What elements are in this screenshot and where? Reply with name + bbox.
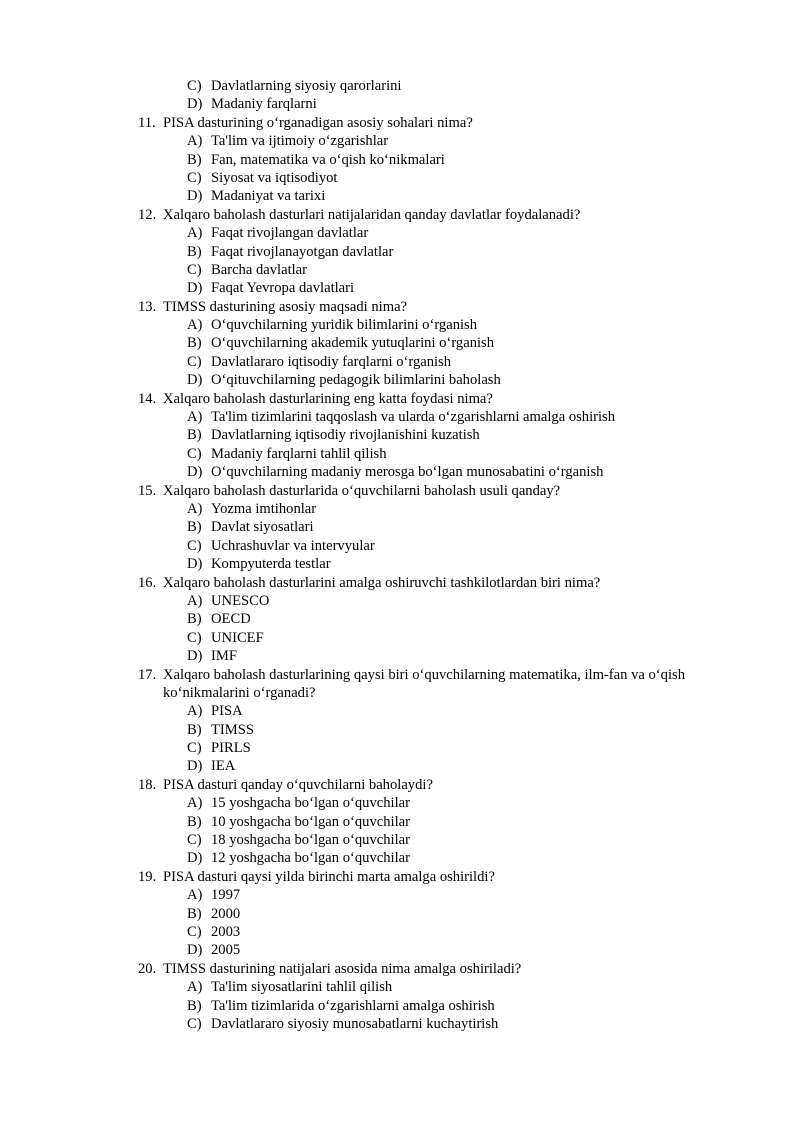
answer-option <box>0 224 800 242</box>
question-text: Xalqaro baholash dasturlari natijalaridan qanday davlatlar foydalanadi? <box>163 206 581 223</box>
option-letter: D) <box>187 850 203 867</box>
option-text: 18 yoshgacha bo‘lgan o‘quvchilar <box>211 832 410 849</box>
answer-option <box>0 941 800 959</box>
answer-option <box>0 518 800 536</box>
option-letter: B) <box>187 611 202 628</box>
question-number: 11. <box>138 114 156 131</box>
option-text: O‘quvchilarning yuridik bilimlarini o‘rganish <box>211 317 478 334</box>
answer-option <box>0 905 800 923</box>
option-text: O‘quvchilarning madaniy merosga bo‘lgan munosabatini o‘rganish <box>211 464 604 481</box>
option-letter: D) <box>187 648 203 665</box>
question-text: Xalqaro baholash dasturlarida o‘quvchilarni baholash usuli qanday? <box>163 482 561 499</box>
question-text: TIMSS dasturining natijalari asosida nima amalga oshiriladi? <box>163 960 522 977</box>
question-line <box>0 390 800 408</box>
option-text: Kompyuterda testlar <box>211 556 331 573</box>
option-text: Faqat rivojlanayotgan davlatlar <box>211 243 394 260</box>
question-number: 20. <box>138 960 157 977</box>
answer-option <box>0 794 800 812</box>
answer-option <box>0 334 800 352</box>
option-letter: C) <box>187 1015 202 1032</box>
question-number: 12. <box>138 206 157 223</box>
option-text: 2005 <box>211 942 241 959</box>
option-letter: C) <box>187 537 202 554</box>
question-line <box>0 666 800 703</box>
answer-option <box>0 316 800 334</box>
option-letter: D) <box>187 556 203 573</box>
answer-option <box>0 702 800 720</box>
option-text: O‘quvchilarning akademik yutuqlarini o‘rganish <box>211 335 495 352</box>
question-text: Xalqaro baholash dasturlarini amalga oshiruvchi tashkilotlardan biri nima? <box>163 574 601 591</box>
option-text: 2003 <box>211 924 241 940</box>
option-letter: A) <box>187 592 203 609</box>
option-text: Barcha davlatlar <box>211 261 308 278</box>
option-letter: D) <box>187 758 203 775</box>
question-number: 18. <box>138 776 157 793</box>
answer-option <box>0 169 800 187</box>
option-letter: B) <box>187 519 202 536</box>
answer-option <box>0 151 800 169</box>
option-letter: B) <box>187 721 202 738</box>
option-text: 2000 <box>211 905 241 922</box>
answer-option <box>0 426 800 444</box>
option-text: Madaniyat va tarixi <box>211 188 326 205</box>
option-text: Uchrashuvlar va intervyular <box>211 537 375 554</box>
option-letter: B) <box>187 151 202 168</box>
answer-option <box>0 592 800 610</box>
question-line <box>0 114 800 132</box>
option-letter: A) <box>187 703 203 720</box>
option-text: PISA <box>211 703 243 720</box>
option-letter: B) <box>187 335 202 352</box>
answer-option <box>0 500 800 518</box>
option-letter: A) <box>187 795 203 812</box>
option-letter: B) <box>187 997 202 1014</box>
option-letter: D) <box>187 942 203 959</box>
question-number: 13. <box>138 298 157 315</box>
answer-option <box>0 445 800 463</box>
option-letter: C) <box>187 832 202 849</box>
question-line <box>0 482 800 500</box>
option-letter: C) <box>187 740 202 757</box>
option-text: Davlatlararo siyosiy munosabatlarni kuchaytirish <box>211 1015 499 1032</box>
question-text: Xalqaro baholash dasturlarining qaysi biri o‘quvchilarning matematika, ilm-fan va o‘qish ko‘nikmalarini o‘rganadi? <box>163 666 685 701</box>
option-text: OECD <box>211 611 251 628</box>
option-text: Yozma imtihonlar <box>211 500 317 517</box>
answer-option <box>0 353 800 371</box>
option-text: Davlatlararo iqtisodiy farqlarni o‘rganish <box>211 353 452 370</box>
option-letter: A) <box>187 409 203 426</box>
option-letter: A) <box>187 317 203 334</box>
option-text: UNICEF <box>211 629 264 646</box>
option-text: 15 yoshgacha bo‘lgan o‘quvchilar <box>211 795 410 812</box>
question-number: 15. <box>138 482 157 499</box>
question-text: PISA dasturi qaysi yilda birinchi marta amalga oshirildi? <box>163 868 495 885</box>
question-line <box>0 960 800 978</box>
document-page <box>0 77 800 1033</box>
question-line <box>0 868 800 886</box>
option-letter: C) <box>187 353 202 370</box>
answer-option <box>0 537 800 555</box>
answer-option <box>0 371 800 389</box>
answer-option <box>0 831 800 849</box>
question-text: PISA dasturi qanday o‘quvchilarni baholaydi? <box>163 776 433 793</box>
answer-option <box>0 739 800 757</box>
option-text: Siyosat va iqtisodiyot <box>211 169 338 186</box>
option-text: Davlatlarning siyosiy qarorlarini <box>211 78 402 94</box>
answer-option <box>0 555 800 573</box>
option-letter: A) <box>187 133 203 150</box>
question-text: Xalqaro baholash dasturlarining eng katta foydasi nima? <box>163 390 493 407</box>
answer-option <box>0 849 800 867</box>
option-text: Ta'lim va ijtimoiy o‘zgarishlar <box>211 133 389 150</box>
option-letter: A) <box>187 887 203 904</box>
option-text: Faqat rivojlangan davlatlar <box>211 225 369 242</box>
option-letter: B) <box>187 813 202 830</box>
answer-option <box>0 647 800 665</box>
option-text: Madaniy farqlarni tahlil qilish <box>211 445 387 462</box>
answer-option <box>0 463 800 481</box>
option-letter: D) <box>187 96 203 113</box>
question-line <box>0 776 800 794</box>
option-text: Fan, matematika va o‘qish ko‘nikmalari <box>211 151 445 168</box>
option-text: TIMSS <box>211 721 254 738</box>
option-letter: C) <box>187 629 202 646</box>
option-text: 1997 <box>211 887 241 904</box>
option-letter: A) <box>187 225 203 242</box>
question-number: 17. <box>138 666 157 683</box>
question-number: 19. <box>138 868 157 885</box>
option-text: 10 yoshgacha bo‘lgan o‘quvchilar <box>211 813 410 830</box>
answer-option <box>0 132 800 150</box>
answer-option <box>0 978 800 996</box>
option-text: Davlat siyosatlari <box>211 519 314 536</box>
option-letter: D) <box>187 280 203 297</box>
option-text: Faqat Yevropa davlatlari <box>211 280 355 297</box>
answer-option <box>0 629 800 647</box>
answer-option <box>0 95 800 113</box>
option-letter: D) <box>187 188 203 205</box>
option-letter: C) <box>187 169 202 186</box>
option-text: PIRLS <box>211 740 251 757</box>
option-letter: C) <box>187 445 202 462</box>
option-letter: C) <box>187 261 202 278</box>
answer-option <box>0 279 800 297</box>
answer-option <box>0 610 800 628</box>
option-letter: C) <box>187 78 202 94</box>
answer-option <box>0 187 800 205</box>
option-letter: D) <box>187 372 203 389</box>
option-text: Madaniy farqlarni <box>211 96 317 113</box>
answer-option <box>0 886 800 904</box>
answer-option <box>0 77 800 95</box>
option-text: Ta'lim tizimlarini taqqoslash va ularda o‘zgarishlarni amalga oshirish <box>211 409 616 426</box>
option-text: O‘qituvchilarning pedagogik bilimlarini baholash <box>211 372 501 389</box>
option-text: Ta'lim siyosatlarini tahlil qilish <box>211 979 393 996</box>
answer-option <box>0 721 800 739</box>
option-letter: A) <box>187 979 203 996</box>
option-text: UNESCO <box>211 592 270 609</box>
option-text: Ta'lim tizimlarida o‘zgarishlarni amalga oshirish <box>211 997 495 1014</box>
question-line <box>0 298 800 316</box>
answer-option <box>0 813 800 831</box>
option-letter: B) <box>187 427 202 444</box>
option-text: IEA <box>211 758 236 775</box>
question-line <box>0 206 800 224</box>
option-text: IMF <box>211 648 237 665</box>
question-number: 14. <box>138 390 157 407</box>
question-text: TIMSS dasturining asosiy maqsadi nima? <box>163 298 408 315</box>
answer-option <box>0 923 800 941</box>
answer-option <box>0 261 800 279</box>
question-line <box>0 574 800 592</box>
option-letter: B) <box>187 243 202 260</box>
option-letter: B) <box>187 905 202 922</box>
option-letter: A) <box>187 500 203 517</box>
answer-option <box>0 757 800 775</box>
option-letter: C) <box>187 924 202 940</box>
answer-option <box>0 243 800 261</box>
answer-option <box>0 997 800 1015</box>
question-text: PISA dasturining o‘rganadigan asosiy sohalari nima? <box>163 114 473 131</box>
question-number: 16. <box>138 574 157 591</box>
answer-option <box>0 408 800 426</box>
answer-option <box>0 1015 800 1033</box>
option-text: 12 yoshgacha bo‘lgan o‘quvchilar <box>211 850 410 867</box>
option-text: Davlatlarning iqtisodiy rivojlanishini kuzatish <box>211 427 480 444</box>
option-letter: D) <box>187 464 203 481</box>
